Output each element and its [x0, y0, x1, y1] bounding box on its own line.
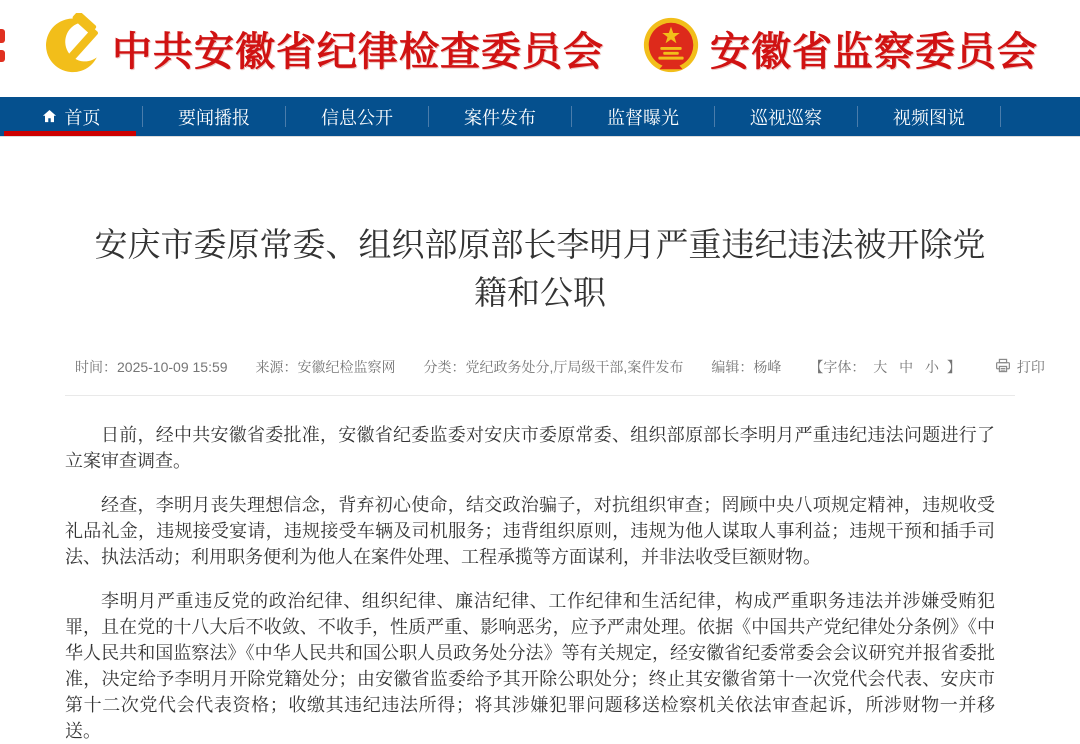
- party-emblem-icon: [38, 13, 104, 84]
- meta-source-value: 安徽纪检监察网: [297, 358, 396, 375]
- article-meta-row: [65, 357, 1045, 377]
- meta-time: [75, 357, 228, 377]
- meta-source: [256, 357, 396, 377]
- font-size-control: [809, 357, 961, 377]
- brand-discipline-commission[interactable]: [38, 13, 604, 84]
- meta-category: [424, 357, 684, 377]
- left-edge-decoration: [0, 29, 5, 43]
- meta-time-value: 2025-10-09 15:59: [117, 358, 228, 375]
- article-body: [65, 422, 995, 744]
- left-edge-decoration: [0, 50, 5, 62]
- org-title-discipline: 中共安徽省纪律检查委员会: [112, 30, 604, 74]
- nav-label: 巡视巡察: [750, 107, 822, 128]
- site-header: [0, 0, 1080, 97]
- article-container: [65, 221, 1045, 744]
- meta-category-label: 分类：: [423, 358, 466, 375]
- article-paragraph: 李明月严重违反党的政治纪律、组织纪律、廉洁纪律、工作纪律和生活纪律，构成严重职务违法并涉嫌受贿犯罪，且在党的十八大后不收敛、不收手，性质严重、影响恶劣，应予严肃处理。依据《中国共产党纪律处分条例》《中华人民共和国监察法》《中华人民共和国公职人员政务处分法》等有关规定，经安徽省纪委常委会会议研究并报省委批准，决定给予李明月开除党籍处分；由安徽省监委给予其开除公职处分；终止其安徽省第十一次党代会代表、安庆市第十二次党代会代表资格；收缴其违纪违法所得；将其涉嫌犯罪问题移送检察机关依法审查起诉，所涉财物一并移送。: [65, 590, 995, 741]
- meta-time-label: 时间：: [75, 358, 117, 375]
- font-size-medium-button[interactable]: 中: [899, 358, 914, 375]
- article-paragraph: 经查，李明月丧失理想信念，背弃初心使命，结交政治骗子，对抗组织审查；罔顾中央八项规定精神，违规收受礼品礼金，违规接受宴请，违规接受车辆及司机服务；违背组织原则，违规为他人谋取人事利益；违规干预和插手司法、执法活动；利用职务便利为他人在案件处理、工程承揽等方面谋利，并非法收受巨额财物。: [65, 494, 995, 567]
- nav-item-information-disclosure[interactable]: [286, 97, 428, 136]
- nav-label: 信息公开: [321, 107, 393, 128]
- nav-label: 案件发布: [464, 107, 536, 128]
- font-size-small-button[interactable]: 小: [925, 358, 939, 375]
- font-size-suffix: 】: [946, 358, 961, 375]
- nav-item-home[interactable]: [0, 97, 142, 136]
- meta-editor-label: 编辑：: [711, 358, 754, 375]
- national-emblem-icon: [640, 15, 702, 82]
- nav-item-inspection-patrol[interactable]: [715, 97, 857, 136]
- print-label: 打印: [1016, 358, 1045, 375]
- meta-editor-value: 杨峰: [753, 358, 782, 375]
- nav-item-video-pictures[interactable]: [858, 97, 1000, 136]
- nav-label: 要闻播报: [178, 107, 250, 128]
- nav-label: 首页: [64, 107, 101, 128]
- printer-icon: [995, 358, 1011, 376]
- print-button[interactable]: [995, 357, 1045, 377]
- nav-label: 监督曝光: [607, 107, 679, 128]
- home-icon: [42, 109, 57, 124]
- font-size-prefix: 【字体：: [809, 358, 866, 375]
- nav-item-case-release[interactable]: [429, 97, 571, 136]
- nav-label: 视频图说: [893, 107, 965, 128]
- main-navigation: [0, 97, 1080, 137]
- meta-source-label: 来源：: [255, 358, 298, 375]
- meta-category-value: 党纪政务处分,厅局级干部,案件发布: [465, 358, 684, 375]
- article-paragraph: 日前，经中共安徽省委批准，安徽省纪委监委对安庆市委原常委、组织部原部长李明月严重违纪违法问题进行了立案审查调查。: [65, 424, 995, 471]
- nav-item-supervision-exposure[interactable]: [572, 97, 714, 136]
- meta-editor: [711, 357, 781, 377]
- meta-divider: [65, 395, 1015, 396]
- font-size-large-button[interactable]: 大: [873, 358, 888, 375]
- article-title: 安庆市委原常委、组织部原部长李明月严重违纪违法被开除党籍和公职: [94, 226, 986, 311]
- org-title-supervisory: 安徽省监察委员会: [710, 30, 1038, 74]
- brand-supervisory-commission[interactable]: [640, 15, 1038, 82]
- nav-item-news[interactable]: [143, 97, 285, 136]
- nav-separator: [1000, 106, 1001, 127]
